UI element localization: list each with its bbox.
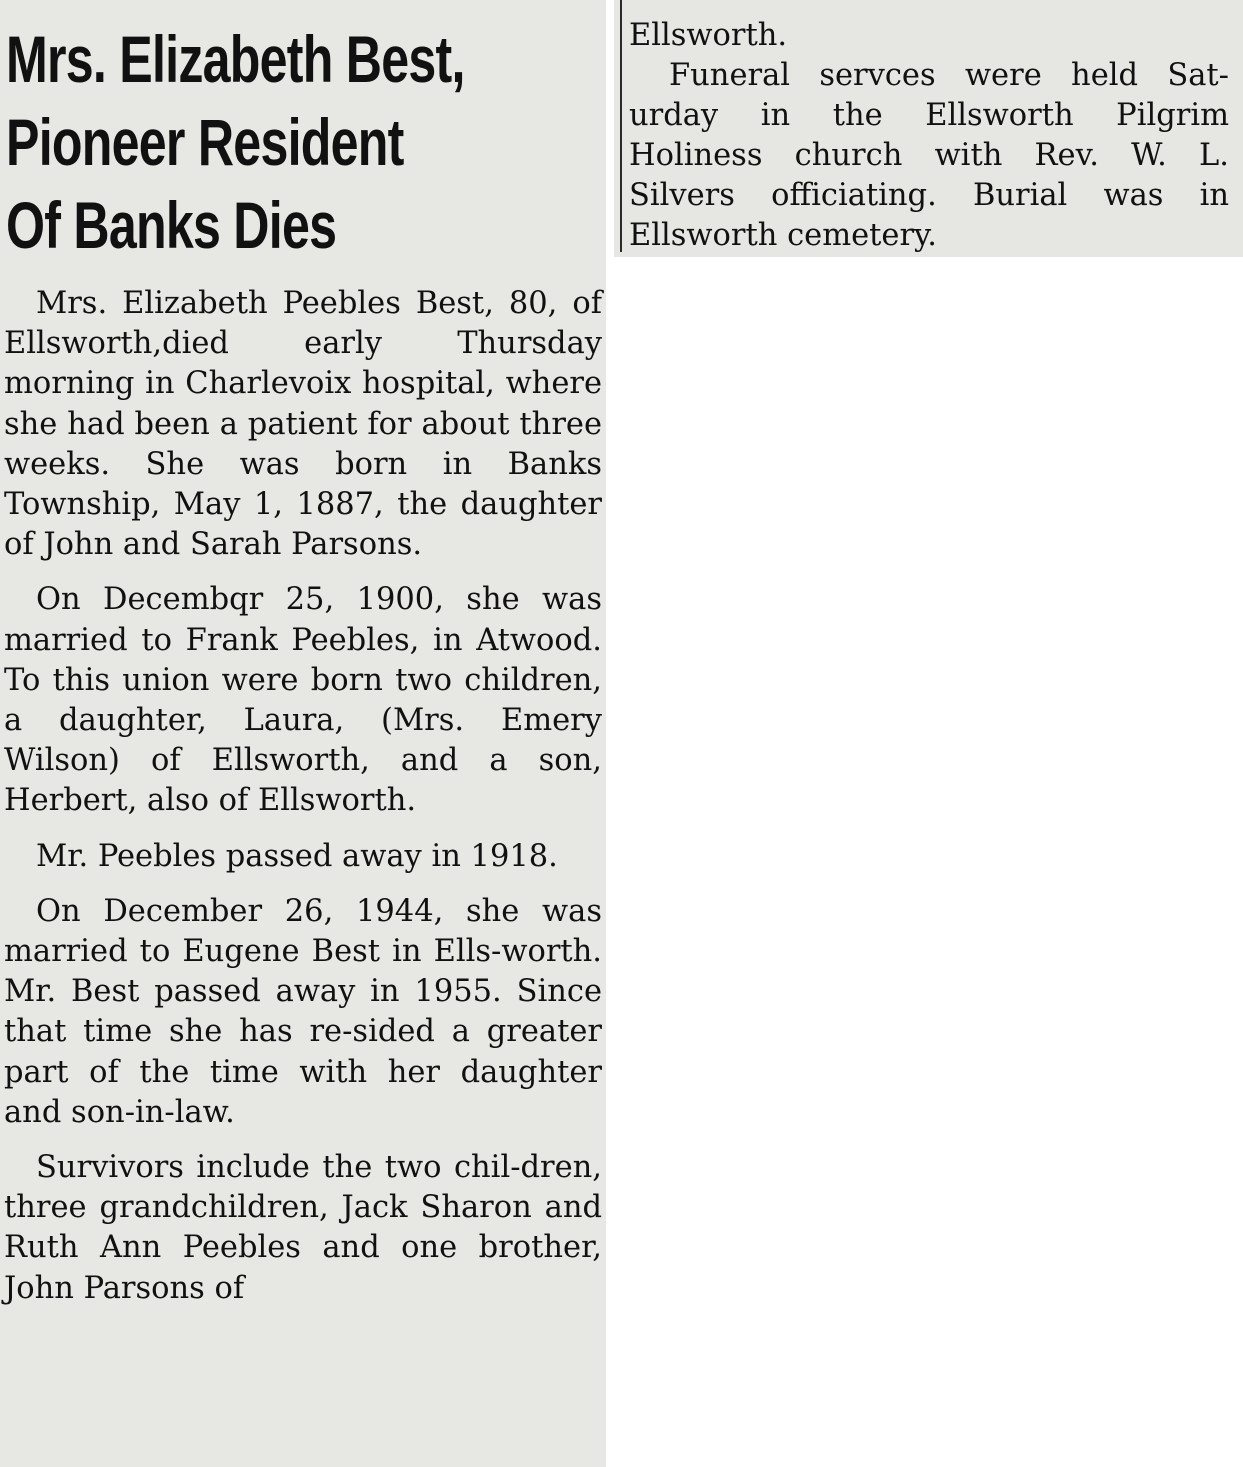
article-paragraph-4: On December 26, 1944, she was married to Eugene Best in Ells-worth. Mr. Best passed away in 1955. Since that time she has re-sided a greater part of the time with her daughter and son-in-law. — [4, 893, 602, 1130]
article-paragraph-3: Mr. Peebles passed away in 1918. — [36, 838, 558, 874]
continuation-paragraph: Funeral servces were held Sat-urday in the Ellsworth Pilgrim Holiness church with Rev. W. L. Silvers officiating. Burial was in Ellsworth cemetery. — [629, 58, 1229, 253]
article-paragraph-1: Mrs. Elizabeth Peebles Best, 80, of Ellsworth,died early Thursday morning in Charlevoix hospital, where she had been a patient for about three weeks. She was born in Banks Township, May 1, 1887, the daughter of John and Sarah Parsons. — [4, 286, 602, 563]
article-clipping-main — [0, 0, 606, 1467]
continuation-first-line: Ellsworth. — [629, 18, 788, 53]
column-rule — [620, 0, 622, 252]
article-paragraph-2: On Decembqr 25, 1900, she was married to Frank Peebles, in Atwood. To this union were born two children, a daughter, Laura, (Mrs. Emery Wilson) of Ellsworth, and a son, Herbert, also of Ellsworth. — [4, 582, 602, 819]
article-paragraph-5: Survivors include the two chil-dren, three grandchildren, Jack Sharon and Ruth Ann Peebles and one brother, John Parsons of — [4, 1150, 602, 1306]
headline-line-2: Pioneer Resident — [6, 105, 404, 179]
headline — [6, 18, 465, 267]
headline-line-1: Mrs. Elizabeth Best, — [6, 22, 465, 96]
article-body — [4, 284, 602, 1324]
headline-line-3: Of Banks Dies — [6, 188, 337, 262]
continuation-text — [629, 16, 1229, 256]
